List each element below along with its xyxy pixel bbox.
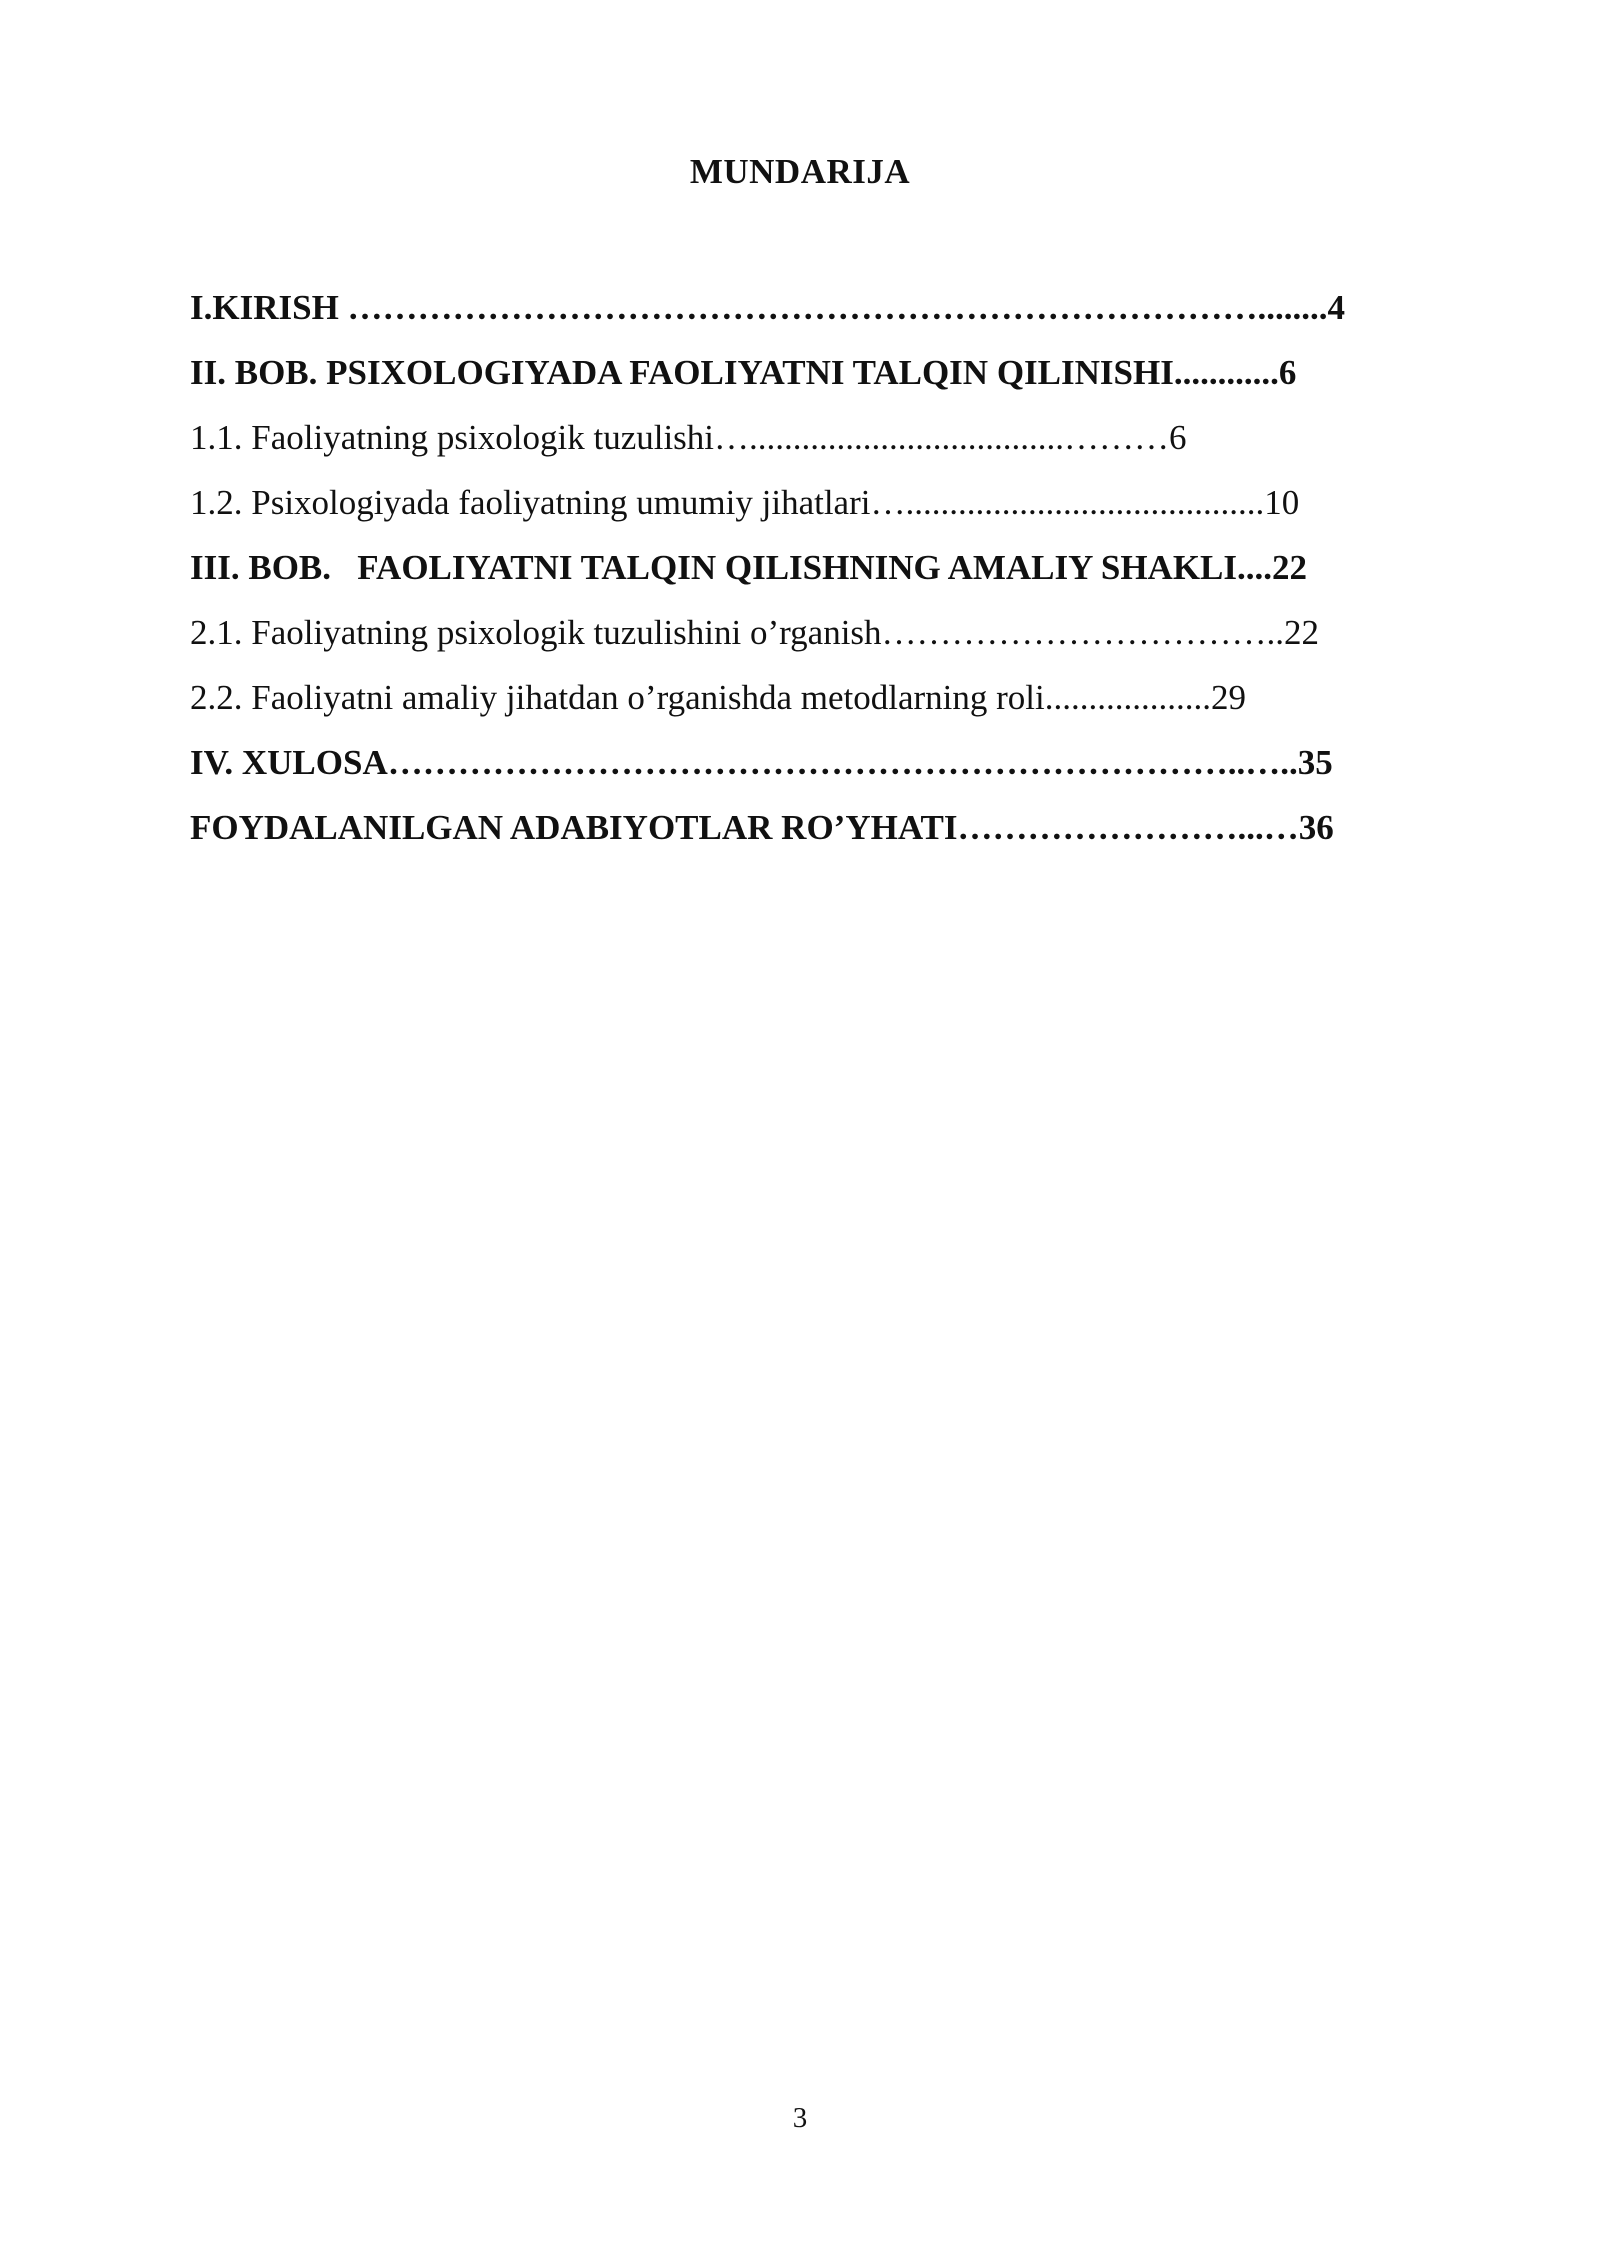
toc-entry-xulosa: IV. XULOSA………………………………………………………………..…..35 — [190, 743, 1333, 782]
table-of-contents — [190, 282, 1450, 867]
page-number: 3 — [792, 2102, 808, 2134]
toc-entry-references: FOYDALANILGAN ADABIYOTLAR RO’YHATI……………………...…36 — [190, 808, 1334, 847]
toc-entry-section-1-1: 1.1. Faoliyatning psixologik tuzulishi…....................................………6 — [190, 418, 1187, 457]
toc-entry-kirish: I.KIRISH ……………………………………………………………………........4 — [190, 288, 1346, 327]
toc-entry-section-2-1: 2.1. Faoliyatning psixologik tuzulishini o’rganish……………………………..22 — [190, 613, 1320, 652]
toc-entry-chapter-3: III. BOB. FAOLIYATNI TALQIN QILISHNING AMALIY SHAKLI....22 — [190, 548, 1308, 587]
page-title: MUNDARIJA — [689, 152, 911, 191]
toc-entry-chapter-2: II. BOB. PSIXOLOGIYADA FAOLIYATNI TALQIN QILINISHI............6 — [190, 353, 1297, 392]
toc-entry-section-2-2: 2.2. Faoliyatni amaliy jihatdan o’rganishda metodlarning roli...................29 — [190, 678, 1246, 717]
toc-entry-section-1-2: 1.2. Psixologiyada faoliyatning umumiy jihatlari….........................................10 — [190, 483, 1300, 522]
